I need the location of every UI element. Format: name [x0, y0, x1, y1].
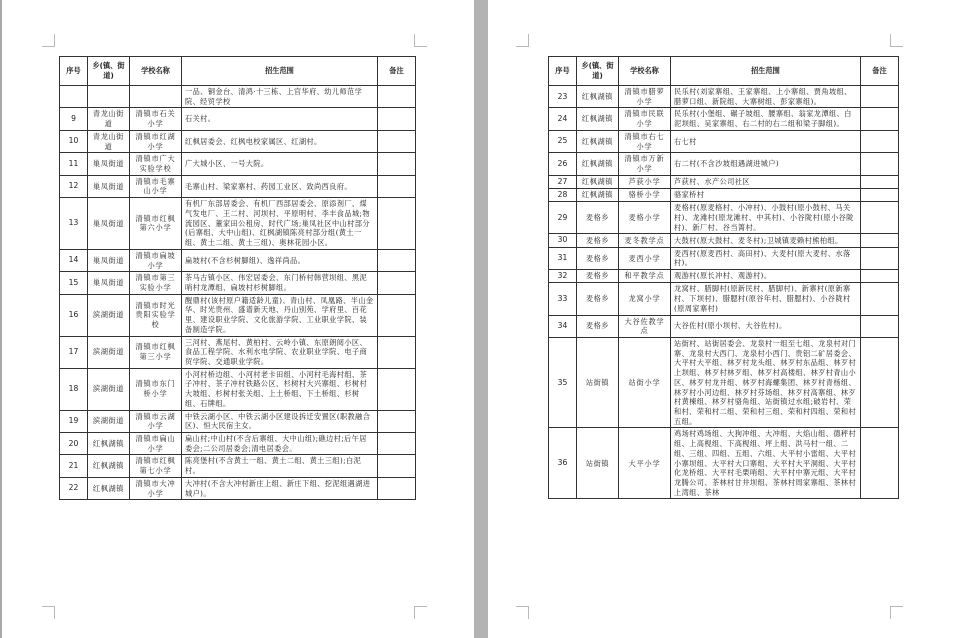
row-town: 麦格乡 — [577, 283, 619, 315]
table-row — [60, 198, 416, 250]
row-town — [88, 86, 130, 108]
row-note — [861, 202, 899, 234]
document-page-right — [488, 0, 960, 638]
row-enrollment-range: 一品、铜金台、清鸿·十三栋、上官华府、幼儿师范学院、经贸学校 — [182, 86, 378, 108]
row-school-name: 和平教学点 — [619, 270, 671, 283]
row-number: 15 — [60, 272, 88, 294]
row-note — [378, 294, 416, 336]
row-note — [861, 86, 899, 108]
row-note — [861, 153, 899, 175]
table-row — [60, 249, 416, 271]
row-enrollment-range: 麦西村(原麦西村、高田村)、大麦村(原大麦村、水落村)。 — [671, 247, 861, 269]
row-note — [861, 189, 899, 202]
row-number: 19 — [60, 410, 88, 432]
enrollment-table-left — [59, 56, 416, 500]
row-number: 9 — [60, 108, 88, 130]
row-note — [378, 272, 416, 294]
row-school-name: 清镇市广大实验学校 — [130, 153, 182, 175]
row-number: 36 — [549, 428, 577, 499]
row-town: 红枫湖镇 — [577, 175, 619, 188]
row-town: 红枫湖镇 — [577, 86, 619, 108]
row-note — [378, 153, 416, 175]
row-school-name: 麦西小学 — [619, 247, 671, 269]
row-enrollment-range: 龙窝村、腊脚村(原新民村、腊脚村)、新寨村(原新寨村、下坝村)、腊腮村(原谷年村、腊腮村)、小谷陇村(原周家寨村) — [671, 283, 861, 315]
row-school-name: 清镇市云湖小学 — [130, 410, 182, 432]
row-school-name: 清镇市石关小学 — [130, 108, 182, 130]
document-page-left — [2, 0, 474, 638]
row-town: 巢凤街道 — [88, 153, 130, 175]
row-number: 29 — [549, 202, 577, 234]
row-town: 巢凤街道 — [88, 198, 130, 250]
table-row — [549, 130, 899, 152]
row-note — [378, 198, 416, 250]
header-school: 学校名称 — [619, 57, 671, 86]
header-range: 招生范围 — [671, 57, 861, 86]
row-school-name: 清镇市右七小学 — [619, 130, 671, 152]
row-town: 青龙山街道 — [88, 108, 130, 130]
row-note — [861, 315, 899, 337]
row-number: 12 — [60, 175, 88, 197]
table-row — [60, 336, 416, 368]
row-school-name: 清镇市第三实验小学 — [130, 272, 182, 294]
row-school-name: 清镇市大冲小学 — [130, 477, 182, 499]
row-enrollment-range: 民乐村(刘家寨组、王家寨组、上小寨组、贾角坡组、腊萝口组、新院组、大寨树组、彭家寨组)。 — [671, 86, 861, 108]
row-school-name: 站街小学 — [619, 337, 671, 427]
header-school: 学校名称 — [130, 57, 182, 86]
row-enrollment-range: 观游村(原长冲村、观游村)。 — [671, 270, 861, 283]
row-town: 麦格乡 — [577, 315, 619, 337]
row-enrollment-range: 右七村 — [671, 130, 861, 152]
row-enrollment-range: 芦荻村、水产公司社区 — [671, 175, 861, 188]
row-number: 33 — [549, 283, 577, 315]
row-town: 滨湖街道 — [88, 294, 130, 336]
row-town: 麦格乡 — [577, 270, 619, 283]
row-note — [378, 455, 416, 477]
table-row — [549, 270, 899, 283]
row-number: 32 — [549, 270, 577, 283]
table-row — [60, 108, 416, 130]
row-school-name: 清镇市扁山小学 — [130, 433, 182, 455]
crop-mark — [42, 606, 55, 619]
row-enrollment-range: 骆家桥村 — [671, 189, 861, 202]
row-enrollment-range: 民乐村(小堡组、碾子坡组、腰寨组、翁家龙潭组、白泥坝组、吴家寨组、右二村的右二组和梁子脚组)。 — [671, 108, 861, 130]
header-num: 序号 — [549, 57, 577, 86]
table-body-left — [60, 86, 416, 500]
table-row — [549, 283, 899, 315]
row-school-name: 骆桥小学 — [619, 189, 671, 202]
row-school-name: 清镇市红枫第七小学 — [130, 455, 182, 477]
row-school-name — [130, 86, 182, 108]
row-enrollment-range: 红枫居委会、红枫电校家属区、红湖村。 — [182, 130, 378, 152]
row-number: 27 — [549, 175, 577, 188]
table-row — [60, 294, 416, 336]
row-enrollment-range: 三河村、燕尾村、黄柏村、云岭小镇、东原朗阅小区、食品工程学院、水利水电学院、农业职业学院、电子商贸学院、交通职业学院。 — [182, 336, 378, 368]
page-gutter — [474, 0, 488, 638]
row-enrollment-range: 中铁云湖小区、中铁云湖小区建设拆迁安置区(职教融合区)、恒大民宿主女。 — [182, 410, 378, 432]
row-note — [861, 428, 899, 499]
table-row — [549, 234, 899, 247]
row-town: 滨湖街道 — [88, 336, 130, 368]
table-row — [549, 315, 899, 337]
row-town: 站街镇 — [577, 337, 619, 427]
row-school-name: 麦格小学 — [619, 202, 671, 234]
table-row — [549, 428, 899, 499]
table-row — [549, 108, 899, 130]
row-number: 22 — [60, 477, 88, 499]
row-school-name: 清镇市红湖小学 — [130, 130, 182, 152]
row-note — [861, 108, 899, 130]
row-enrollment-range: 扁坡村(不含杉树脚组)、逸祥尚品。 — [182, 249, 378, 271]
row-number: 31 — [549, 247, 577, 269]
row-number: 35 — [549, 337, 577, 427]
row-school-name: 清镇市时光贵阳实验学校 — [130, 294, 182, 336]
row-school-name: 清镇市毛寨山小学 — [130, 175, 182, 197]
row-enrollment-range: 右二村(不含沙坡组遇湖进城户) — [671, 153, 861, 175]
row-enrollment-range: 醒鼎村(该村原户籍适龄儿童)、青山村、凤凰路、半山金华、时光贵州、盛谱新天地、丹山别苑、学府里、百花里、建设职业学院、文化旅游学院、工业职业学院、装备制造学院。 — [182, 294, 378, 336]
row-note — [378, 108, 416, 130]
header-num: 序号 — [60, 57, 88, 86]
table-row — [549, 337, 899, 427]
table-row — [549, 86, 899, 108]
table-row — [60, 477, 416, 499]
row-town: 巢凤街道 — [88, 272, 130, 294]
row-town: 红枫湖镇 — [88, 477, 130, 499]
row-town: 麦格乡 — [577, 247, 619, 269]
row-town: 红枫湖镇 — [88, 455, 130, 477]
row-enrollment-range: 小河村桥边组、小河村老卡田组、小河村毛海村组、茶子冲村、茶子冲村铁路公区、杉树村大兴寨组、杉树村大坡组、杉树村张关组、上土桥组、下土桥组、杉树组、石牌组。 — [182, 368, 378, 410]
crop-mark — [890, 606, 903, 619]
row-enrollment-range: 大鼓村(原大鼓村、麦冬村);卫城镇麦赖村熊柏组。 — [671, 234, 861, 247]
row-number: 26 — [549, 153, 577, 175]
row-number: 10 — [60, 130, 88, 152]
enrollment-table-right — [548, 56, 899, 499]
row-note — [378, 86, 416, 108]
row-note — [861, 247, 899, 269]
row-note — [378, 249, 416, 271]
row-number: 18 — [60, 368, 88, 410]
row-number: 21 — [60, 455, 88, 477]
row-enrollment-range: 石关村。 — [182, 108, 378, 130]
row-enrollment-range: 有机厂东部居委会、有机厂西部居委会、原添剂厂、煤气发电厂、王二村、河坝村、平原明村、李丰食品城;物流园区、董家田公租房、时代广场;巢凤社区中山村部分(后寨组、大中山组)、红枫湖镇陈亮村部分组(黄土一组、黄土二组、黄土三组)、奥林花园小区。 — [182, 198, 378, 250]
table-row — [60, 433, 416, 455]
row-note — [861, 283, 899, 315]
row-town: 麦格乡 — [577, 234, 619, 247]
row-town: 巢凤街道 — [88, 175, 130, 197]
row-number: 11 — [60, 153, 88, 175]
row-enrollment-range: 陈亮堡村(不含黄土一组、黄土二组、黄土三组);白泥村。 — [182, 455, 378, 477]
row-town: 红枫湖镇 — [577, 189, 619, 202]
row-town: 巢凤街道 — [88, 249, 130, 271]
row-town: 红枫湖镇 — [577, 153, 619, 175]
row-school-name: 清镇市民联小学 — [619, 108, 671, 130]
row-number: 13 — [60, 198, 88, 250]
header-note: 备注 — [378, 57, 416, 86]
row-school-name: 大平小学 — [619, 428, 671, 499]
crop-mark — [414, 34, 427, 47]
row-number: 24 — [549, 108, 577, 130]
header-note: 备注 — [861, 57, 899, 86]
table-row — [549, 202, 899, 234]
row-town: 麦格乡 — [577, 202, 619, 234]
row-enrollment-range: 大冲村(不含大冲村新庄上组、新庄下组、挖泥组遇湖进城户)。 — [182, 477, 378, 499]
table-row — [549, 153, 899, 175]
row-note — [861, 270, 899, 283]
row-school-name: 清镇市红枫第三小学 — [130, 336, 182, 368]
row-school-name: 清镇市扁坡小学 — [130, 249, 182, 271]
row-town: 红枫湖镇 — [88, 433, 130, 455]
row-town: 红枫湖镇 — [577, 130, 619, 152]
row-number: 25 — [549, 130, 577, 152]
row-school-name: 麦冬教学点 — [619, 234, 671, 247]
row-enrollment-range: 茶马古镇小区、伟宏居委会、东门桥村韩营坝组、黑泥哨村龙潭组、扁坡村杉树脚组。 — [182, 272, 378, 294]
row-town: 站街镇 — [577, 428, 619, 499]
row-enrollment-range: 麦格村(原麦格村、小冲村)、小鼓村(原小鼓村、马关村)、龙滩村(原龙滩村、中其村)、小谷陇村(原小谷陇村)、新厂村、谷当箐村。 — [671, 202, 861, 234]
row-note — [378, 477, 416, 499]
row-number: 23 — [549, 86, 577, 108]
table-row — [549, 247, 899, 269]
row-number: 20 — [60, 433, 88, 455]
table-row — [549, 189, 899, 202]
table-row — [60, 130, 416, 152]
crop-mark — [42, 34, 55, 47]
row-note — [861, 130, 899, 152]
row-school-name: 龙窝小学 — [619, 283, 671, 315]
header-town: 乡(镇、街道) — [88, 57, 130, 86]
row-town: 滨湖街道 — [88, 410, 130, 432]
row-enrollment-range: 毛寨山村、梁家寨村、药园工业区、致尚西良府。 — [182, 175, 378, 197]
header-range: 招生范围 — [182, 57, 378, 86]
row-note — [378, 433, 416, 455]
row-enrollment-range: 广大城小区、一号大院。 — [182, 153, 378, 175]
row-note — [378, 410, 416, 432]
row-school-name: 芦荻小学 — [619, 175, 671, 188]
table-header-row — [60, 57, 416, 86]
table-body-right — [549, 86, 899, 499]
row-note — [378, 368, 416, 410]
crop-mark — [516, 34, 529, 47]
row-town: 滨湖街道 — [88, 368, 130, 410]
crop-mark — [414, 606, 427, 619]
table-row — [60, 272, 416, 294]
row-note — [378, 130, 416, 152]
table-row — [60, 153, 416, 175]
crop-mark — [516, 606, 529, 619]
row-note — [378, 175, 416, 197]
row-enrollment-range: 鸡场村鸡场组、大狗冲组、大冲组、大焰山组、德秤村组、上高枧组、下高枧组、坪上组、洪马村一组、二组、三组、四组、五组、六组、大平村小雷组、大平村小寨坝组、大平村大口寨组、大平村大平洞组、大平村化龙桥组、大平村毛栗哨组、大平村中寨元组、大平村龙腾公司、茶林村甘井坝组、茶林村周家寨组、茶林村上湾组、茶林 — [671, 428, 861, 499]
row-number — [60, 86, 88, 108]
table-row — [549, 175, 899, 188]
row-enrollment-range: 扁山村;中山村(不含后寨组、大中山组);礁边村;后午居委会;二公司居委会;清电居委会。 — [182, 433, 378, 455]
row-school-name: 大谷佐教学点 — [619, 315, 671, 337]
row-number: 34 — [549, 315, 577, 337]
table-row — [60, 175, 416, 197]
row-enrollment-range: 大谷佐村(原小坝村、大谷佐村)。 — [671, 315, 861, 337]
row-town: 青龙山街道 — [88, 130, 130, 152]
row-enrollment-range: 站街村、站街居委会、龙泉村一组至七组、龙泉村对门寨、龙泉村大西门、龙泉村小西门、贵铝二矿居委会、大平村大平组、林歹村龙头组、林歹村东品组、林歹村上坝组、林歹村林歹组、林歹村高楼组、林歹村青山小区、林歹村龙井组、林歹村海螺集团、林歹村青杨组、林歹村小河边组、林歹村芬场组、林歹村高寨组、林歹村黄楝组、林歹村骆角组、站街镇过水组;破岩村、荣和村、荣和村二组、荣和村三组、荣和村四组、荣和村五组。 — [671, 337, 861, 427]
row-note — [861, 234, 899, 247]
row-town: 红枫湖镇 — [577, 108, 619, 130]
table-header-row — [549, 57, 899, 86]
table-row — [60, 368, 416, 410]
row-school-name: 清镇市腊萝小学 — [619, 86, 671, 108]
row-note — [861, 175, 899, 188]
table-row — [60, 455, 416, 477]
table-row — [60, 86, 416, 108]
header-town: 乡(镇、街道) — [577, 57, 619, 86]
row-note — [861, 337, 899, 427]
row-number: 14 — [60, 249, 88, 271]
row-school-name: 清镇市红枫第六小学 — [130, 198, 182, 250]
row-school-name: 清镇市万新小学 — [619, 153, 671, 175]
crop-mark — [890, 34, 903, 47]
row-number: 17 — [60, 336, 88, 368]
row-number: 28 — [549, 189, 577, 202]
row-note — [378, 336, 416, 368]
row-number: 30 — [549, 234, 577, 247]
table-row — [60, 410, 416, 432]
row-school-name: 清镇市东门桥小学 — [130, 368, 182, 410]
row-number: 16 — [60, 294, 88, 336]
